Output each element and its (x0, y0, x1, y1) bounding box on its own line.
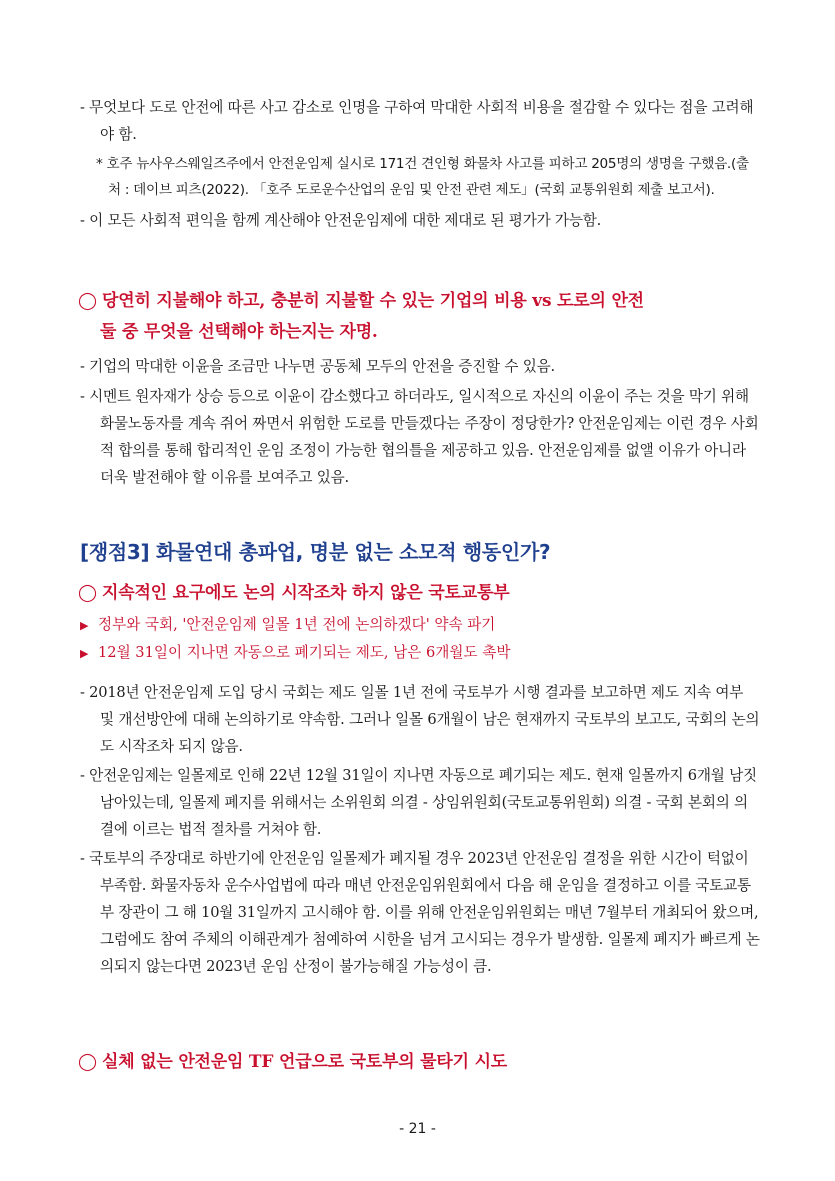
footnote: * 호주 뉴사우스웨일즈주에서 안전운임제 실시로 171건 견인형 화물차 사고를 피하고 205명의 생명을 구했음.(출처 : 데이브 피츠(2022). 「호주 도로운수산업의 운임 및 안전 관련 제도」(국회 교통위원회 제출 보고서). (96, 156, 749, 198)
page-number: - 21 - (399, 1121, 436, 1137)
circle-marker-icon: ◯ (78, 583, 97, 603)
red-points (80, 611, 760, 667)
heading-text: 당연히 지불해야 하고, 충분히 지불할 수 있는 기업의 비용 vs 도로의 안전 (102, 291, 644, 311)
bullet-item: - 2018년 안전운임제 도입 당시 국회는 제도 일몰 1년 전에 국토부가 시행 결과를 보고하면 제도 지속 여부 및 개선방안에 대해 논의하기로 약속함. 그러나 일몰 6개월이 남은 현재까지 국토부의 보고도, 국회의 논의도 시작조차 되지 않음. (80, 684, 760, 755)
section-ministry (80, 679, 760, 980)
issue-heading (80, 536, 760, 565)
bullet-item: - 기업의 막대한 이윤을 조금만 나누면 공동체 모두의 안전을 증진할 수 있음. (80, 358, 555, 375)
triangle-right-icon: ▶ (80, 647, 89, 660)
red-point: ▶ 12월 31일이 지나면 자동으로 폐기되는 제도, 남은 6개월도 촉박 (80, 639, 760, 667)
section-road-safety (80, 94, 760, 234)
bullet-item: - 국토부의 주장대로 하반기에 안전운임 일몰제가 폐지될 경우 2023년 안전운임 결정을 위한 시간이 턱없이 부족함. 화물자동차 운수사업법에 따라 매년 안전운임위원회에서 다음 해 운임을 결정하고 이를 국토교통부 장관이 그 해 10월 31일까지 고시해야 함. 이를 위해 안전운임위원회는 매년 7월부터 개최되어 왔으며, 그럼에도 참여 주체의 이해관계가 첨예하여 시한을 넘겨 고시되는 경우가 발생함. 일몰제 폐지가 빠르게 논의되지 않는다면 2023년 운임 산정이 불가능해질 가능성이 큼. (80, 850, 760, 975)
issue-title: [쟁점3] 화물연대 총파업, 명분 없는 소모적 행동인가? (80, 540, 551, 564)
bullet-item: - 이 모든 사회적 편익을 함께 계산해야 안전운임제에 대한 제대로 된 평가가 가능함. (80, 212, 602, 229)
bullet-item: - 안전운임제는 일몰제로 인해 22년 12월 31일이 지나면 자동으로 폐기되는 제도. 현재 일몰까지 6개월 남짓 남아있는데, 일몰제 폐지를 위해서는 소위원회 의결 - 상임위원회(국토교통위원회) 의결 - 국회 본회의 의결에 이르는 법적 절차를 거쳐야 함. (80, 767, 757, 838)
heading-text: 실체 없는 안전운임 TF 언급으로 국토부의 물타기 시도 (102, 1052, 508, 1072)
bullet-item: - 시멘트 원자재가 상승 등으로 이윤이 감소했다고 하더라도, 일시적으로 자신의 이윤이 주는 것을 막기 위해 화물노동자를 계속 쥐어 짜면서 위험한 도로를 만들겠다는 주장이 정당한가? 안전운임제는 이런 경우 사회적 합의를 통해 합리적인 운임 조정이 가능한 협의틀을 제공하고 있음. 안전운임제를 없앨 이유가 아니라 더욱 발전해야 할 이유를 보여주고 있음. (80, 388, 759, 486)
section-cost (80, 353, 760, 491)
heading-tf (78, 1047, 758, 1078)
circle-marker-icon: ◯ (78, 291, 97, 311)
circle-marker-icon: ◯ (78, 1052, 97, 1072)
bullet-item: - 무엇보다 도로 안전에 따른 사고 감소로 인명을 구하여 막대한 사회적 비용을 절감할 수 있다는 점을 고려해야 함. (80, 99, 754, 143)
heading-text-cont: 둘 중 무엇을 선택해야 하는지는 자명. (100, 322, 378, 342)
red-point: ▶ 정부와 국회, '안전운임제 일몰 1년 전에 논의하겠다' 약속 파기 (80, 611, 760, 639)
heading-ministry (78, 578, 758, 609)
heading-text: 지속적인 요구에도 논의 시작조차 하지 않은 국토교통부 (102, 583, 510, 603)
heading-cost-vs-safety (78, 286, 758, 348)
triangle-right-icon: ▶ (80, 619, 89, 632)
